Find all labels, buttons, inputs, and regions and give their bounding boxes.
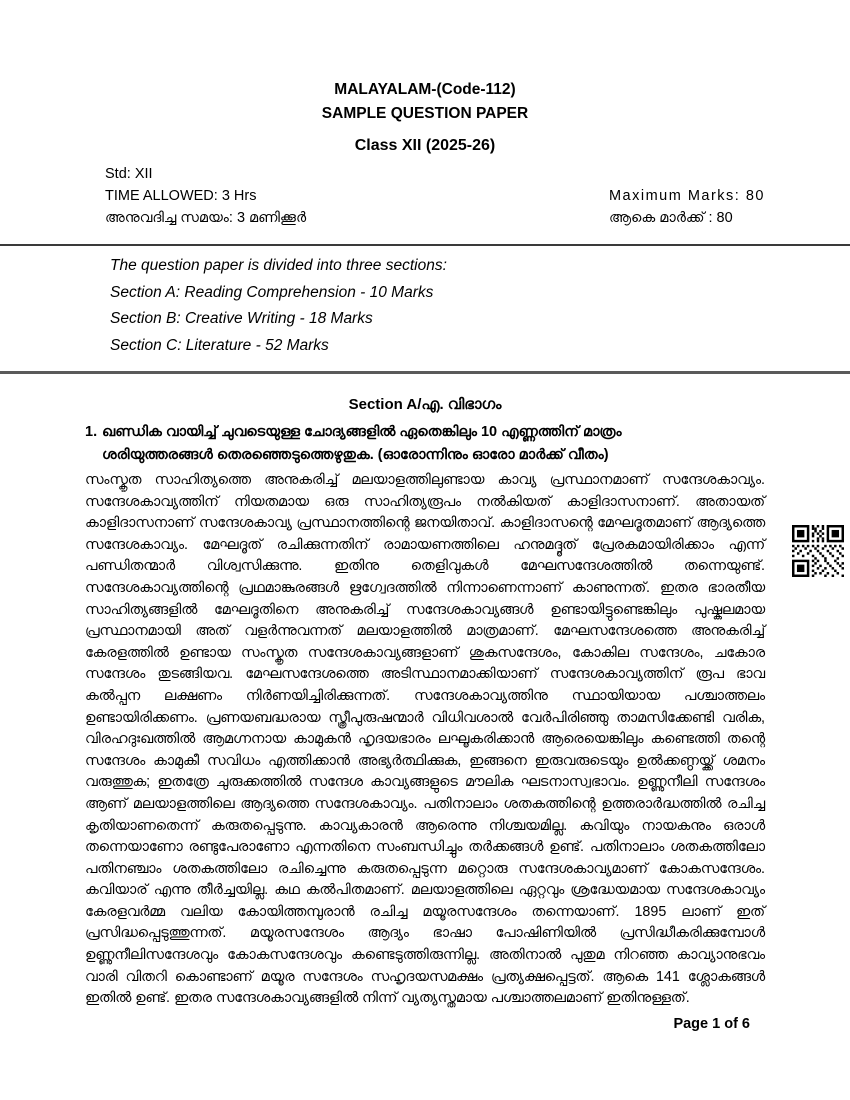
section-item-c: Section C: Literature - 52 Marks <box>110 336 329 354</box>
sections-intro: The question paper is divided into three sections: <box>110 257 447 274</box>
std-label: Std: XII <box>105 166 153 182</box>
qr-code-icon <box>792 523 844 579</box>
paper-title-block <box>0 0 850 158</box>
paper-title: MALAYALAM-(Code-112) <box>334 81 516 98</box>
exam-info-block <box>0 163 850 229</box>
page-number: Page 1 of 6 <box>673 1016 750 1032</box>
exam-info-right <box>609 185 765 229</box>
class-line: Class XII (2025-26) <box>354 137 496 154</box>
max-marks-en: Maximum Marks: 80 <box>608 188 765 204</box>
section-item-b: Section B: Creative Writing - 18 Marks <box>110 310 373 327</box>
reading-passage: സംസ്കൃത സാഹിത്യത്തെ അനുകരിച്ച് മലയാളത്തിലുണ്ടായ കാവ്യ പ്രസ്ഥാനമാണ് സന്ദേശകാവ്യം. സന്ദേശകാവ്യത്തിന് നിയതമായ ഒരു സാഹിത്യരൂപം നൽകിയത് കാളിദാസനാണ്. അതായത് കാളിദാസനാണ് സന്ദേശകാവ്യ പ്രസ്ഥാനത്തിന്റെ ജനയിതാവ്. കാളിദാസന്റെ മേഘദൂതമാണ് ആദ്യത്തെ സന്ദേശകാവ്യം. മേഘദൂത് രചിക്കുന്നതിന് രാമായണത്തിലെ ഹനുമദ്ദൂത് പ്രേരകമായിരിക്കാം എന്ന് പണ്ഡിതന്മാർ വിശ്വസിക്കുന്നു. ഇതിനു തെളിവുകൾ മേഘസന്ദേശത്തിൽ തന്നെയുണ്ട്. സന്ദേശകാവ്യത്തിന്റെ പ്രഥമാങ്കുരങ്ങൾ ഋഗ്വേദത്തിൽ നിന്നാണെന്നാണ് കാണുന്നത്. ഇതര ഭാരതീയ സാഹിത്യങ്ങളിൽ മേഘദൂതിനെ അനുകരിച്ച് സന്ദേശകാവ്യങ്ങൾ ഉണ്ടായിട്ടുണ്ടെങ്കിലും പുഷ്കലമായ പ്രസ്ഥാനമായി അത് വളർന്നുവന്നത് മലയാളത്തിൽ മാത്രമാണ്. മേഘസന്ദേശത്തെ അനുകരിച്ച് കേരളത്തിൽ ഉണ്ടായ സംസ്കൃത സന്ദേശകാവ്യങ്ങളാണ് ശുകസന്ദേശം, കോകില സന്ദേശം, ചകോര സന്ദേശം തുടങ്ങിയവ. മേഘസന്ദേശത്തെ അടിസ്ഥാനമാക്കിയാണ് സന്ദേശകാവ്യത്തിന് രൂപ ഭാവ കൽപ്പന ലക്ഷണം നിർണയിച്ചിരിക്കുന്നത്. സന്ദേശകാവ്യത്തിനു സ്ഥായിയായ പശ്ചാത്തലം ഉണ്ടായിരിക്കണം. പ്രണയബദ്ധരായ സ്ത്രീപുരുഷന്മാർ വിധിവശാൽ വേർപിരിഞ്ഞു താമസിക്കേണ്ടി വരിക, വിരഹദുഃഖത്തിൽ ആമഗ്നനായ കാമുകൻ ഹൃദയഭാരം ലഘൂകരിക്കാൻ ആരെയെങ്കിലും കണ്ടെത്തി തന്റെ സന്ദേശം കാമുകീ സവിധം എത്തിക്കാൻ അഭ്യർത്ഥിക്കുക, ഇങ്ങനെ ഇരുവരുടെയും ഉൽക്കണ്ഠയ്ക്ക് ശമനം വരുത്തുക; ഇതത്രേ ചുരുക്കത്തിൽ സന്ദേശ കാവ്യങ്ങളുടെ മൗലിക ഘടനാസ്വഭാവം. ഉണ്ണുനീലി സന്ദേശം ആണ് മലയാളത്തിലെ ആദ്യത്തെ സന്ദേശകാവ്യം. പതിനാലാം ശതകത്തിന്റെ ഉത്തരാർദ്ധത്തിൽ രചിച്ച കൃതിയാണതെന്ന് കരുതപ്പെടുന്നു. കാവ്യകാരൻ ആരെന്നു നിശ്ചയമില്ല. കവിയും നായകനും ഒരാൾ തന്നെയാണോ രണ്ടുപേരാണോ എന്നതിനെ സംബന്ധിച്ചും തർക്കങ്ങൾ ഉണ്ട്. പതിനാലാം ശതകത്തിലോ പതിനഞ്ചാം ശതകത്തിലോ രചിച്ചെന്നു കരുതപ്പെടുന്ന മറ്റൊരു സന്ദേശകാവ്യമാണ് കോകസന്ദേശം. കവിയാര് എന്നു തീർച്ചയില്ല. കഥ കൽപിതമാണ്. മലയാളത്തിലെ ഏറ്റവും ശ്രദ്ധേയമായ സന്ദേശകാവ്യം കേരളവർമ്മ വലിയ കോയിത്തമ്പുരാൻ രചിച്ച മയൂരസന്ദേശം തന്നെയാണ്. 1895 ലാണ് ഇത് പ്രസിദ്ധപ്പെടുത്തുന്നത്. മയൂരസന്ദേശം ആദ്യം ഭാഷാ പോഷിണിയിൽ പ്രസിദ്ധീകരിക്കുമ്പോൾ ഉണ്ണുനീലിസന്ദേശവും കോകസന്ദേശവും കണ്ടെടുത്തിരുന്നില്ല. അതിനാൽ പുതുമ നിറഞ്ഞ കാവ്യാനുഭവം വാരി വിതറി കൊണ്ടാണ് മയൂര സന്ദേശം സഹൃദയസമക്ഷം പ്രത്യക്ഷപ്പെട്ടത്. ആകെ 141 ശ്ലോകങ്ങൾ ഇതിൽ ഉണ്ട്. ഇതര സന്ദേശകാവ്യങ്ങളിൽ നിന്ന് വ്യത്യസ്തമായ പശ്ചാത്തലമാണ് ഇതിനുള്ളത്. <box>85 472 766 1007</box>
question-number: 1. <box>85 424 98 440</box>
max-marks-ml: ആകെ മാർക്ക് : 80 <box>608 210 733 226</box>
question-1 <box>85 421 690 466</box>
divider-bottom <box>0 371 850 374</box>
sections-note <box>0 246 850 371</box>
question-text: ഖണ്ഡിക വായിച്ച് ചുവടെയുള്ള ചോദ്യങ്ങളിൽ ഏതെങ്കിലും 10 എണ്ണത്തിന് മാത്രം ശരിയുത്തരങ്ങൾ തെരഞ്ഞെടുത്തെഴുതുക. (ഓരോന്നിനും ഓരോ മാർക്ക് വീതം) <box>102 424 622 463</box>
section-item-a: Section A: Reading Comprehension - 10 Marks <box>110 283 434 301</box>
section-a-heading: Section A/എ. വിഭാഗം <box>348 396 502 413</box>
time-allowed-ml: അനുവദിച്ച സമയം: 3 മണിക്കൂർ <box>105 210 307 226</box>
exam-info-left <box>105 163 306 229</box>
time-allowed-en: TIME ALLOWED: 3 Hrs <box>105 188 257 204</box>
paper-subtitle: SAMPLE QUESTION PAPER <box>321 105 529 122</box>
